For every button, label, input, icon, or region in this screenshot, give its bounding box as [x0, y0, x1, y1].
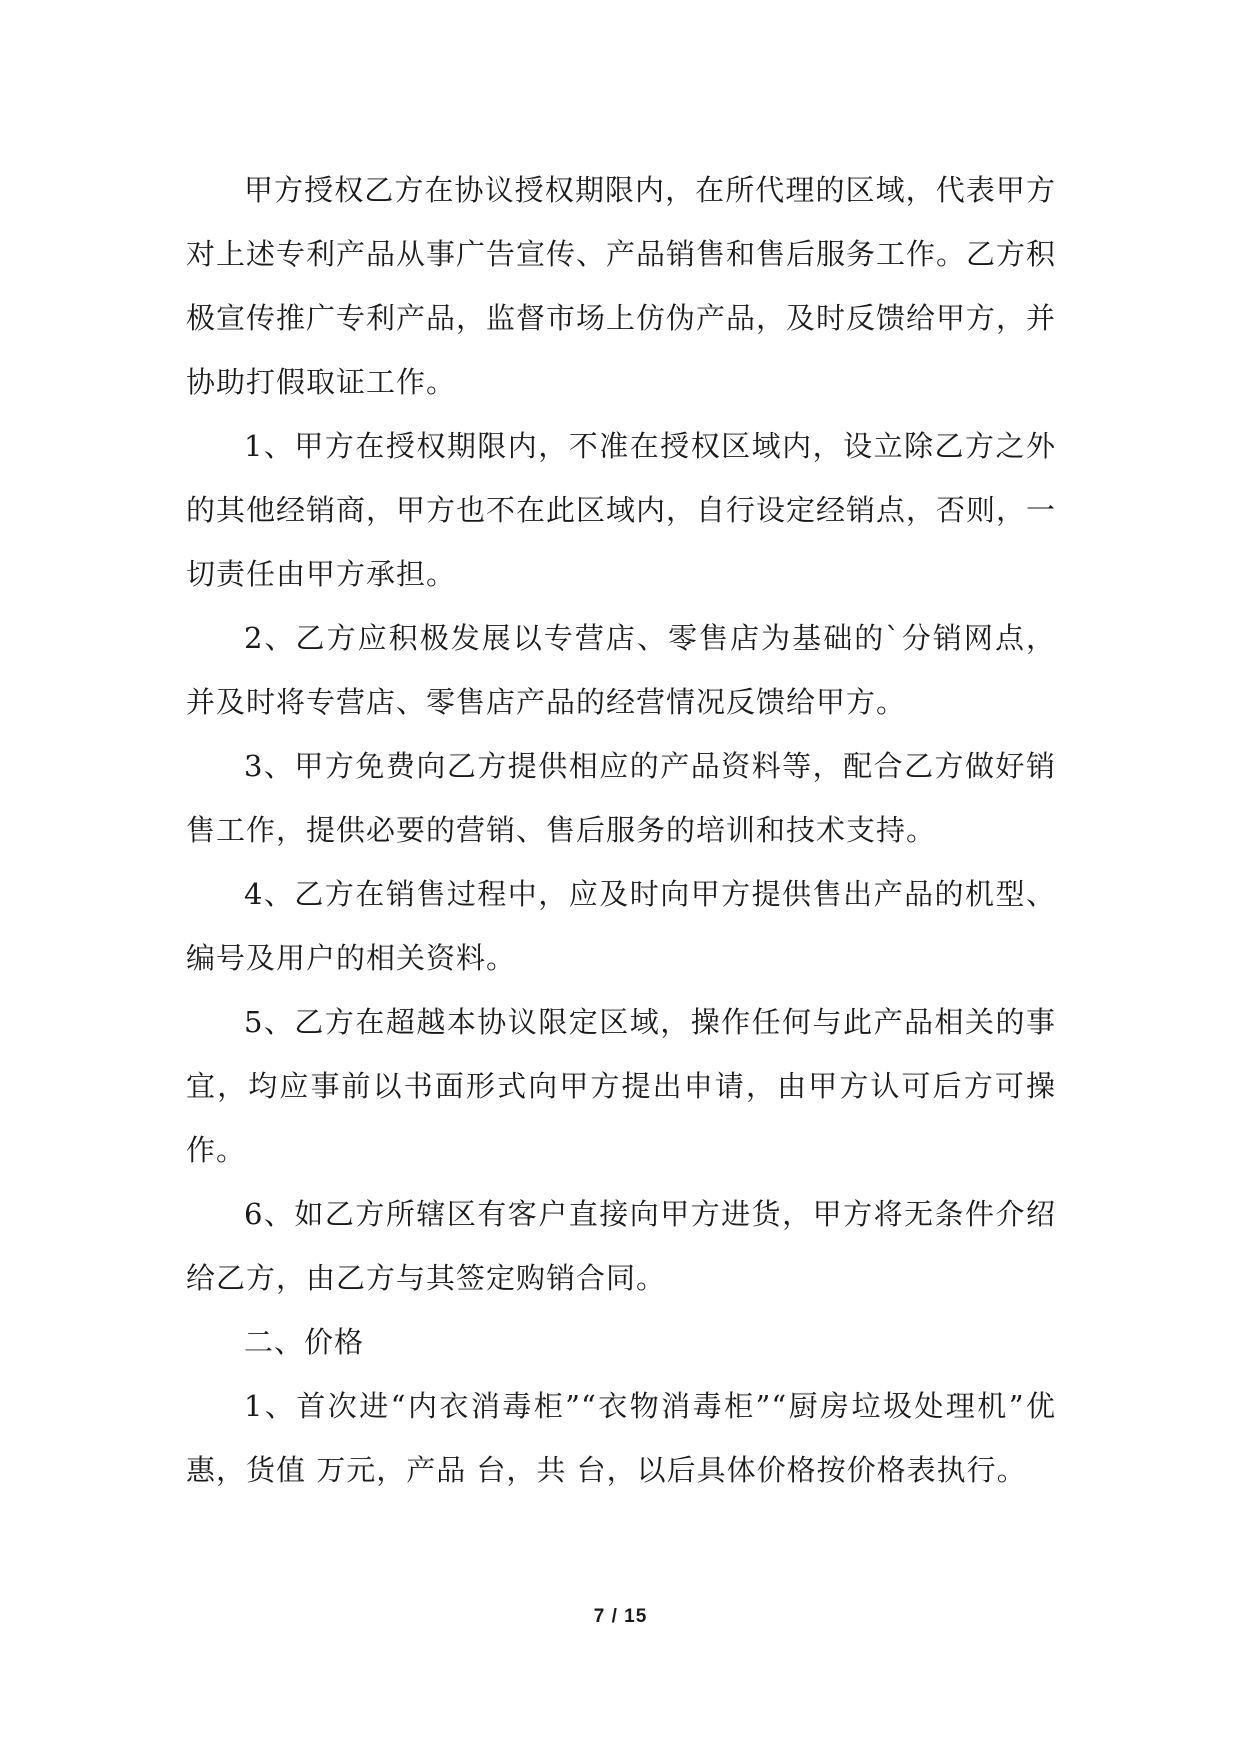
- paragraph-clause-6: 6、如乙方所辖区有客户直接向甲方进货，甲方将无条件介绍给乙方，由乙方与其签定购销合同。: [186, 1197, 1056, 1295]
- paragraph-authorization: 甲方授权乙方在协议授权期限内，在所代理的区域，代表甲方对上述专利产品从事广告宣传、产品销售和售后服务工作。乙方积极宣传推广专利产品，监督市场上仿伪产品，及时反馈给甲方，并协助打假取证工作。: [186, 173, 1057, 399]
- section-heading-price: 二、价格: [244, 1325, 365, 1359]
- page-number: 7 / 15: [593, 1606, 648, 1627]
- paragraph-clause-5: 5、乙方在超越本协议限定区域，操作任何与此产品相关的事宜，均应事前以书面形式向甲方提出申请，由甲方认可后方可操作。: [186, 1005, 1056, 1167]
- paragraph-clause-2: 2、乙方应积极发展以专营店、零售店为基础的`分销网点，并及时将专营店、零售店产品的经营情况反馈给甲方。: [186, 621, 1056, 719]
- paragraph-clause-3: 3、甲方免费向乙方提供相应的产品资料等，配合乙方做好销售工作，提供必要的营销、售后服务的培训和技术支持。: [186, 749, 1056, 847]
- paragraph-price-1: 1、首次进“内衣消毒柜”“衣物消毒柜”“厨房垃圾处理机”优惠，货值 万元，产品 台，共 台，以后具体价格按价格表执行。: [186, 1389, 1056, 1487]
- paragraph-clause-1: 1、甲方在授权期限内，不准在授权区域内，设立除乙方之外的其他经销商，甲方也不在此区域内，自行设定经销点，否则，一切责任由甲方承担。: [186, 429, 1057, 591]
- document-body: [186, 158, 1056, 1502]
- paragraph-clause-4: 4、乙方在销售过程中，应及时向甲方提供售出产品的机型、编号及用户的相关资料。: [186, 877, 1056, 975]
